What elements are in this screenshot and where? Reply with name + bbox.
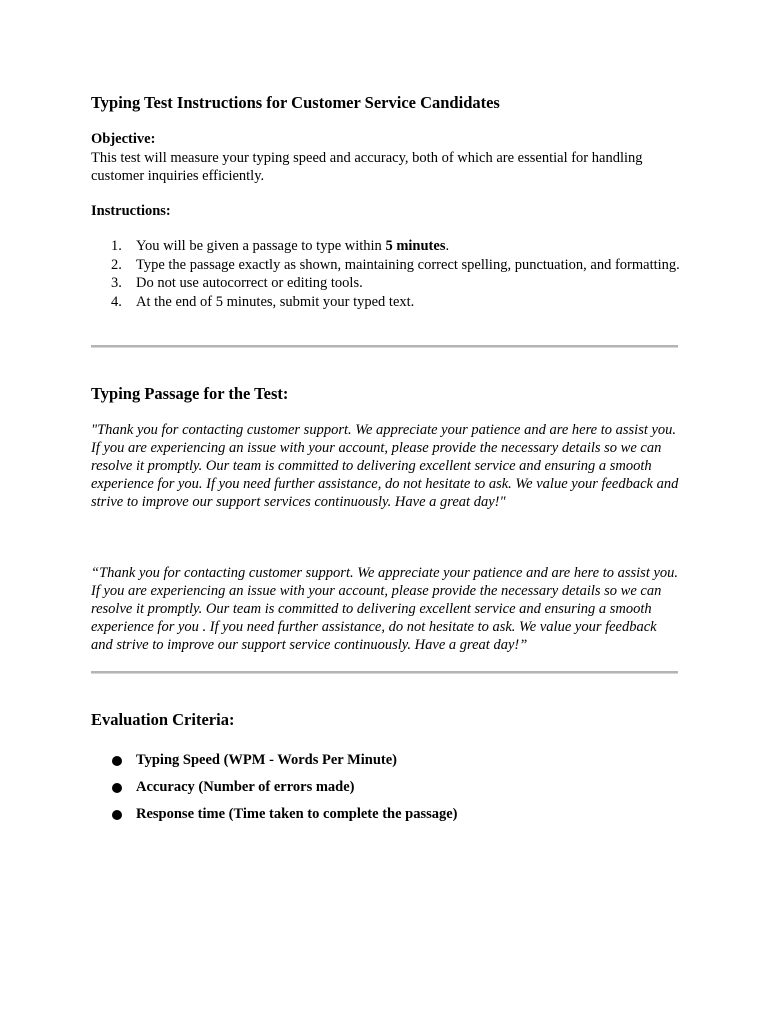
evaluation-item (91, 805, 458, 832)
instruction-text: Do not use autocorrect or editing tools. (136, 275, 363, 291)
instruction-item (91, 275, 681, 293)
evaluation-heading: Evaluation Criteria: (91, 710, 235, 729)
instruction-number: 4. (111, 293, 122, 310)
instruction-emphasis: 5 minutes (385, 238, 446, 254)
instruction-number: 3. (111, 275, 122, 291)
instructions-label: Instructions: (91, 203, 171, 219)
instruction-number: 2. (111, 256, 122, 273)
instruction-item (91, 294, 681, 312)
bullet-icon (112, 756, 122, 766)
instruction-number: 1. (111, 238, 122, 254)
evaluation-item-text: Typing Speed (WPM - Words Per Minute) (136, 752, 397, 768)
bullet-icon (112, 783, 122, 793)
document-title: Typing Test Instructions for Customer Service Candidates (91, 93, 500, 112)
passage-heading: Typing Passage for the Test: (91, 384, 289, 403)
objective-text: This test will measure your typing speed and accuracy, both of which are essential for handling customer inquiries efficiently. (91, 150, 643, 184)
evaluation-list (91, 751, 458, 832)
instruction-text-end: . (445, 238, 450, 254)
evaluation-item-text: Accuracy (Number of errors made) (136, 779, 355, 795)
evaluation-item-text: Response time (Time taken to complete the passage) (136, 806, 458, 822)
instruction-text: At the end of 5 minutes, submit your typed text. (136, 293, 415, 310)
instruction-text: You will be given a passage to type within (136, 238, 386, 254)
typed-passage: “Thank you for contacting customer support. We appreciate your patience and are here to assist you. If you are experiencing an issue with your account, please provide the necessary details so we can resolve it promptly. Our team is committed to delivering excellent service and ensuring a smooth experience for you . If you need further assistance, do not hesitate to ask. We value your feedback and strive to improve our support service continuously. Have a great day!” (91, 565, 679, 653)
section-divider (91, 671, 678, 674)
bullet-icon (112, 810, 122, 820)
instructions-list (91, 238, 681, 312)
instruction-item (91, 257, 681, 275)
objective-label: Objective: (91, 131, 156, 147)
instruction-item (91, 238, 681, 256)
section-divider (91, 345, 678, 348)
original-passage: "Thank you for contacting customer support. We appreciate your patience and are here to assist you. If you are experiencing an issue with your account, please provide the necessary details so we can resolve it promptly. Our team is committed to delivering excellent service and ensuring a smooth experience for you. If you need further assistance, do not hesitate to ask. We value your feedback and strive to improve our support services continuously. Have a great day!" (91, 422, 679, 510)
instruction-text: Type the passage exactly as shown, maintaining correct spelling, punctuation, and formatting. (136, 256, 680, 273)
evaluation-item (91, 778, 458, 805)
evaluation-item (91, 751, 458, 778)
